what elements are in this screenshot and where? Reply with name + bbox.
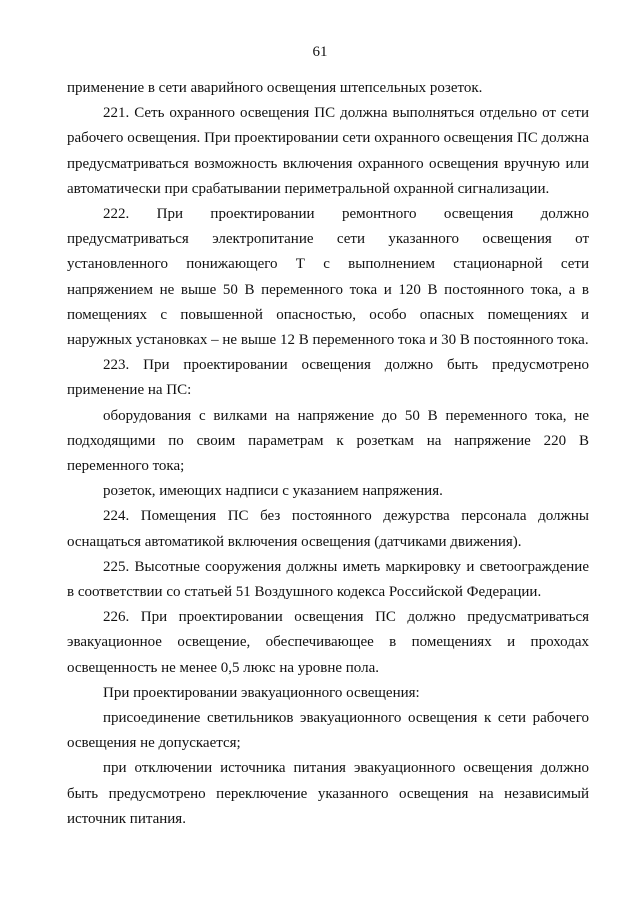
list-item-equipment: оборудования с вилками на напряжение до 50 В переменного тока, не подходящими по своим параметрам к розеткам на напряжение 220 В переменного тока; xyxy=(67,407,589,475)
paragraph-225: 225. Высотные сооружения должны иметь маркировку и светоограждение в соответствии со статьей 51 Воздушного кодекса Российской Федерации. xyxy=(67,558,589,601)
list-item-sockets: розеток, имеющих надписи с указанием напряжения. xyxy=(103,483,443,500)
paragraph-223: 223. При проектировании освещения должно быть предусмотрено применение на ПС: xyxy=(67,357,589,399)
list-item-connection: присоединение светильников эвакуационного освещения к сети рабочего освещения не допускается; xyxy=(67,710,589,752)
paragraph-222: 222. При проектировании ремонтного освещения должно предусматриваться электропитание сети указанного освещения от установленного понижающего Т с выполнением стационарной сети напряжением не выше 50 В переменного тока и 120 В постоянного тока, а в помещениях с повышенной опасностью, особо опасных помещениях и наружных установках – не выше 12 В переменного тока и 30 В постоянного тока. xyxy=(67,206,589,349)
paragraph-224: 224. Помещения ПС без постоянного дежурства персонала должны оснащаться автоматикой включения освещения (датчиками движения). xyxy=(67,508,589,550)
page-number: 61 xyxy=(312,44,328,60)
paragraph-226: 226. При проектировании освещения ПС должно предусматриваться эвакуационное освещение, обеспечивающее в помещениях и проходах освещенность не менее 0,5 люкс на уровне пола. xyxy=(67,609,589,676)
paragraph-continuation: применение в сети аварийного освещения штепсельных розеток. xyxy=(67,80,483,96)
paragraph-221: 221. Сеть охранного освещения ПС должна выполняться отдельно от сети рабочего освещения. При проектировании сети охранного освещения ПС должна предусматриваться возможность включения охранного освещения вручную или автоматически при срабатывании периметральной охранной сигнализации. xyxy=(67,105,589,197)
list-item-switchover: при отключении источника питания эвакуационного освещения должно быть предусмотрено переключение указанного освещения на независимый источник питания. xyxy=(67,760,589,827)
paragraph-evacuation-intro: При проектировании эвакуационного освещения: xyxy=(103,684,420,701)
document-body xyxy=(67,76,589,832)
